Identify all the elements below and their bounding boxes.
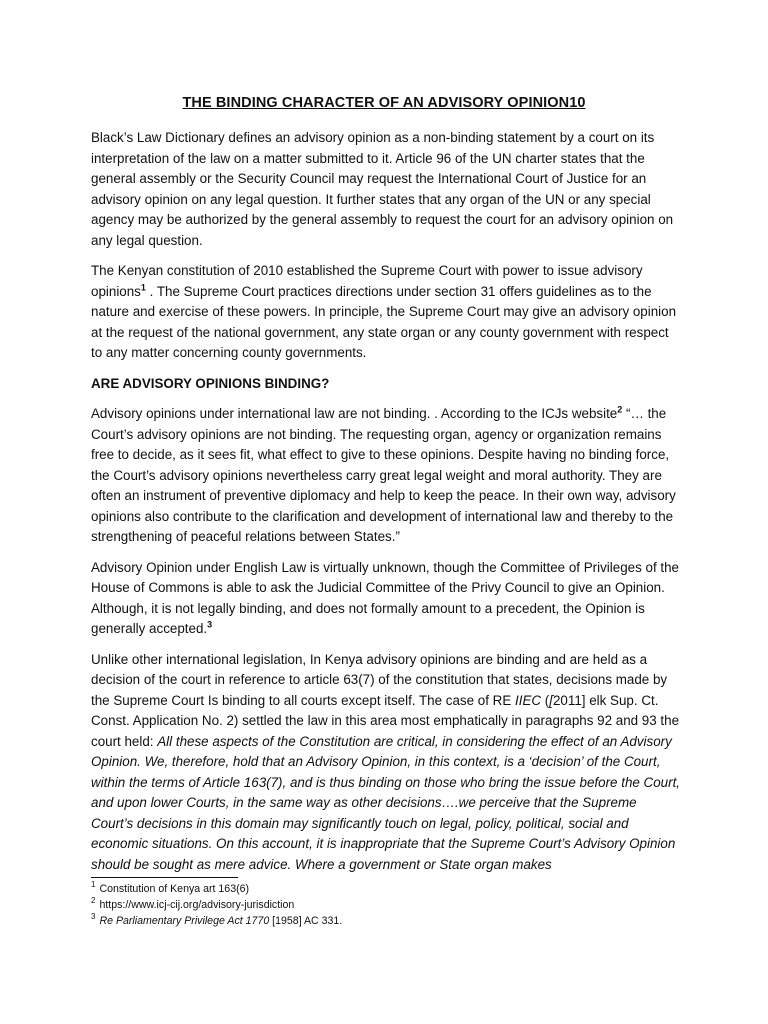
paragraph-5-text-b: (: [541, 692, 550, 708]
case-bracket: [: [549, 692, 553, 708]
footnote-ref-1: 1: [140, 282, 146, 293]
footnote-ref-2: 2: [617, 404, 623, 415]
court-quote: All these aspects of the Constitution are critical, in considering the effect of an Advisory Opinion. We, therefore, hold that an Advisory Opinion, in this context, is a ‘decision’ of the Court, within the terms of Article 163(7), and is thus binding on those who bring the issue before the Court, and upon lower Courts, in the same way as other decisions….we perceive that the Supreme Court’s decisions in this domain may significantly touch on legal, policy, political, social and economic situations. On this account, it is inappropriate that the Supreme Court’s Advisory Opinion should be sought as mere advice. Where a government or State organ makes: [91, 733, 681, 872]
paragraph-5: [91, 650, 681, 876]
document-body: [91, 128, 681, 885]
footnote-divider: [91, 877, 238, 878]
paragraph-3: [91, 404, 681, 548]
paragraph-4: [91, 558, 681, 640]
paragraph-4-text: Advisory Opinion under English Law is virtually unknown, though the Committee of Privileges of the House of Commons is able to ask the Judicial Committee of the Privy Council to give an Opinion. Although, it is not legally binding, and does not formally amount to a precedent, the Opinion is generally accepted.: [91, 559, 680, 636]
footnote-case-title: Re Parliamentary Privilege Act 1770: [99, 915, 270, 927]
footnote-text: Constitution of Kenya art 163(6): [99, 883, 250, 895]
footnote-number: 3: [91, 912, 96, 922]
paragraph-5-text-a: Unlike other international legislation, In Kenya advisory opinions are binding and are held as a decision of the court in reference to article 63(7) of the constitution that states, decisions made by the Supreme Court Is binding to all courts except itself. The case of RE: [91, 651, 668, 708]
footnote-ref-3: 3: [207, 619, 213, 630]
footnote-2: [91, 897, 681, 913]
footnote-citation: [1958] AC 331.: [269, 915, 343, 927]
paragraph-2-text-a: The Kenyan constitution of 2010 established the Supreme Court with power to issue advisory opinions: [91, 263, 643, 299]
paragraph-2: [91, 261, 681, 364]
footnote-link[interactable]: https://www.icj-cij.org/advisory-jurisdiction: [99, 899, 295, 911]
section-heading: ARE ADVISORY OPINIONS BINDING?: [91, 375, 330, 391]
footnotes: [91, 881, 681, 929]
paragraph-3-text-a: Advisory opinions under international law are not binding. . According to the ICJs website: [91, 406, 618, 421]
paragraph-5-text-c: 2011] elk Sup. Ct. Const. Application No. 2) settled the law in this area most emphatically in paragraphs 92 and 93 the court held:: [91, 692, 680, 749]
paragraph-3-text-b: “… the Court’s advisory opinions are not binding. The requesting organ, agency or organization remains free to decide, as it sees fit, what effect to give to these opinions. Despite having no binding force, the Court’s advisory opinions nevertheless carry great legal weight and moral authority. They are often an instrument of preventive diplomacy and help to keep the peace. In their own way, advisory opinions also contribute to the clarification and development of international law and thereby to the strengthening of peaceful relations between States.”: [91, 406, 676, 544]
document-title: THE BINDING CHARACTER OF AN ADVISORY OPINION10: [182, 95, 586, 111]
paragraph-2-text-b: . The Supreme Court practices directions under section 31 offers guidelines as to the nature and exercise of these powers. In principle, the Supreme Court may give an advisory opinion at the request of the national government, any state organ or any county government with respect to any matter concerning county governments.: [91, 283, 677, 360]
case-name: IIEC: [515, 692, 542, 708]
paragraph-1: Black’s Law Dictionary defines an advisory opinion as a non-binding statement by a court on its interpretation of the law on a matter submitted to it. Article 96 of the UN charter states that the general assembly or the Security Council may request the International Court of Justice for an advisory opinion on any legal question. It further states that any organ of the UN or any special agency may be authorized by the general assembly to request the court for an advisory opinion on any legal question.: [91, 130, 674, 248]
footnote-number: 1: [91, 880, 96, 890]
footnote-number: 2: [91, 896, 96, 906]
footnote-3: [91, 913, 681, 929]
footnote-1: [91, 881, 681, 897]
